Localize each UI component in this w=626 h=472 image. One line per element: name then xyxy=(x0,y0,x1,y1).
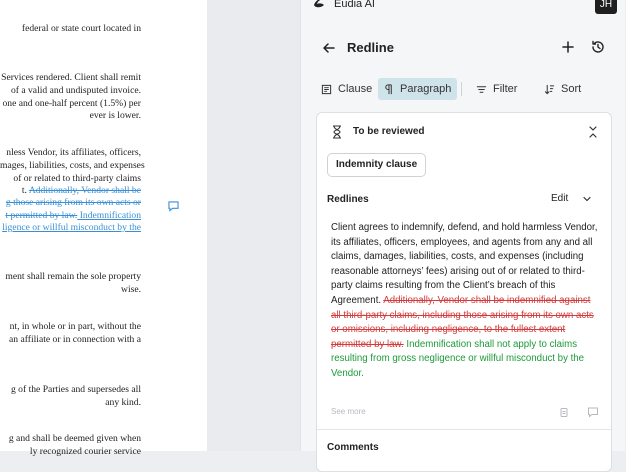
redline-deleted-text: Additionally, Vendor shall be indemnified against all third-party claims, including those arising from its own acts or omissions, including negligence, to the fullest extent permitted by law. xyxy=(331,294,594,350)
redline-card xyxy=(316,112,612,472)
panel-header xyxy=(301,30,626,66)
copy-icon[interactable] xyxy=(558,406,570,418)
document-text: ever is lower. xyxy=(89,110,141,121)
clause-view-button[interactable] xyxy=(315,78,378,100)
history-icon[interactable] xyxy=(590,39,606,55)
redlines-heading: Redlines xyxy=(327,194,369,205)
user-avatar[interactable]: JH xyxy=(595,0,617,14)
view-toolbar xyxy=(301,78,626,100)
deleted-text: Additionally, Vendor shall be xyxy=(28,185,141,196)
inserted-text: ligence or willful misconduct by the xyxy=(2,222,141,233)
eudia-logo-icon xyxy=(311,0,327,10)
document-text: g and shall be deemed given when xyxy=(8,433,141,444)
chevron-down-icon[interactable] xyxy=(581,193,593,205)
document-text: of a valid and undisputed invoice. xyxy=(10,85,141,96)
app-topbar xyxy=(301,0,626,14)
document-line xyxy=(0,84,141,97)
redline-inserted-text: Indemnification shall not apply to claims resulting from gross negligence or willful misconduct by the Vendor. xyxy=(331,338,585,379)
review-status: To be reviewed xyxy=(353,126,425,137)
redline-original-text: Client agrees to indemnify, defend, and hold harmless Vendor, its affiliates, officers, employees, and agents from any and all claims, damages, liabilities, costs, and expenses (including reasonable attorneys’ fees) arising out of or related to third-party claims resulting from the Client’s breach of this Agreement. xyxy=(331,222,598,306)
clause-label: Clause xyxy=(338,83,373,95)
document-line xyxy=(0,283,141,296)
sort-label: Sort xyxy=(561,83,582,95)
document-line xyxy=(0,320,141,333)
paragraph-view-button[interactable] xyxy=(378,78,457,100)
document-text: of or related to third-party claims xyxy=(13,173,141,184)
document-viewer[interactable] xyxy=(0,0,300,457)
document-line xyxy=(0,221,141,234)
document-text: wise. xyxy=(121,284,141,295)
document-line xyxy=(0,432,141,445)
sort-icon xyxy=(544,84,555,95)
document-line xyxy=(0,383,141,396)
document-line xyxy=(0,71,141,84)
document-line xyxy=(0,22,141,35)
toolbar-divider xyxy=(461,82,462,96)
add-icon[interactable] xyxy=(560,39,576,55)
app-name: Eudia AI xyxy=(334,0,375,10)
see-more-link[interactable]: See more xyxy=(331,407,366,416)
page-title: Redline xyxy=(347,40,394,55)
document-text: g of the Parties and supersedes all xyxy=(10,384,141,395)
comments-heading: Comments xyxy=(327,442,379,453)
document-text: nt, in whole or in part, without the xyxy=(9,321,141,332)
document-line xyxy=(0,146,141,159)
edit-button[interactable]: Edit xyxy=(551,193,569,204)
comment-icon[interactable] xyxy=(587,406,599,418)
document-text: mages, liabilities, costs, and expenses xyxy=(0,160,145,171)
redline-body xyxy=(331,221,601,382)
document-text: nless Vendor, its affiliates, officers, xyxy=(6,147,141,158)
clause-tag[interactable]: Indemnity clause xyxy=(327,153,426,177)
clause-icon xyxy=(321,84,332,95)
document-line xyxy=(0,270,141,283)
hourglass-icon xyxy=(331,125,343,139)
comment-marker-icon[interactable] xyxy=(168,201,179,211)
document-line xyxy=(0,396,141,409)
document-text: ment shall remain the sole property xyxy=(5,271,141,282)
document-text: one and one-half percent (1.5%) per xyxy=(2,98,141,109)
filter-button[interactable] xyxy=(470,78,523,100)
pilcrow-icon xyxy=(384,84,394,95)
document-line xyxy=(0,109,141,122)
sort-button[interactable] xyxy=(538,78,587,100)
filter-icon xyxy=(476,84,487,95)
deleted-text: t permitted by law. xyxy=(5,210,78,221)
document-text: Services rendered. Client shall remit xyxy=(1,72,141,83)
back-arrow-icon[interactable] xyxy=(321,40,337,56)
document-text: ly recognized courier service xyxy=(29,446,141,457)
document-line xyxy=(0,445,141,458)
card-header xyxy=(317,123,611,141)
document-line xyxy=(0,196,141,209)
document-text: an affiliate or in connection with a xyxy=(9,334,141,345)
document-line xyxy=(0,333,141,346)
document-text: federal or state court located in xyxy=(21,23,141,34)
assistant-panel xyxy=(300,0,625,451)
inserted-text: Indemnification xyxy=(77,210,141,221)
collapse-icon[interactable] xyxy=(587,125,599,139)
paragraph-label: Paragraph xyxy=(400,83,452,95)
document-line xyxy=(0,159,145,172)
filter-label: Filter xyxy=(493,83,518,95)
card-divider xyxy=(317,429,611,430)
deleted-text: g those arising from its own acts or xyxy=(5,197,141,208)
document-text: any kind. xyxy=(105,397,141,408)
document-page[interactable] xyxy=(0,0,207,457)
document-text: t. xyxy=(21,185,29,196)
